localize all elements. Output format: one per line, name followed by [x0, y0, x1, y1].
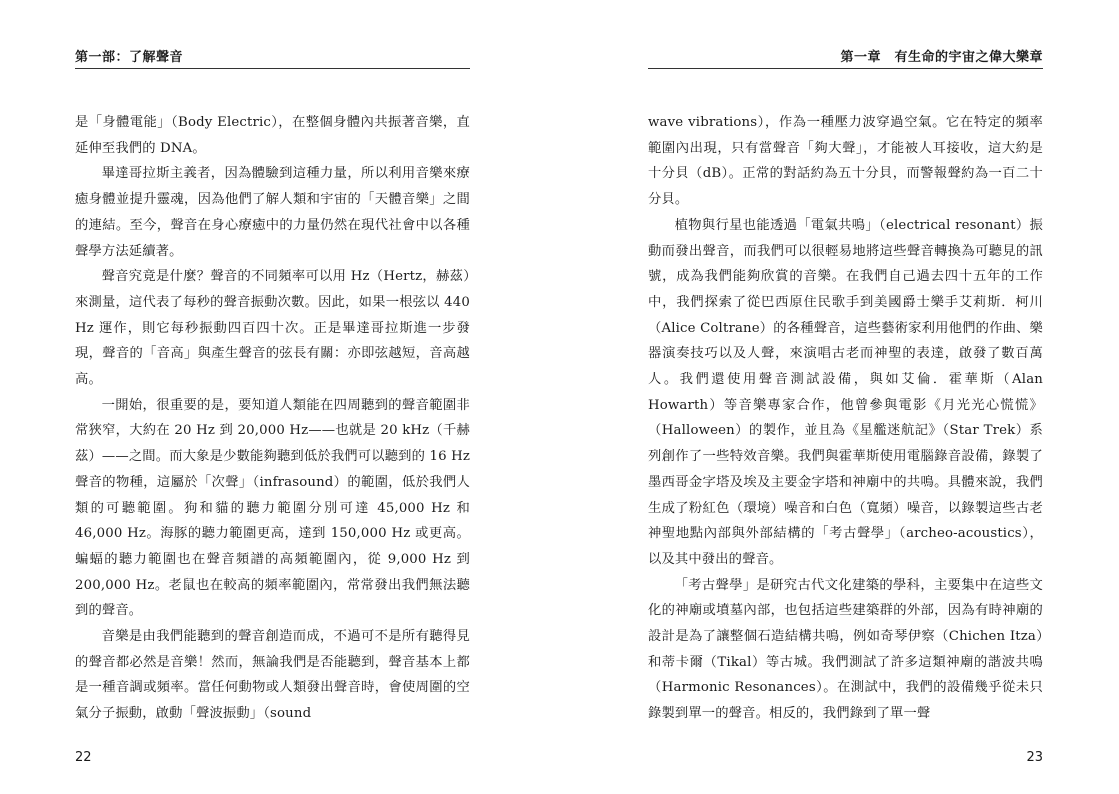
paragraph: 是「身體電能」（Body Electric），在整個身體內共振著音樂，直延伸至我們的 DNA。 — [75, 115, 470, 156]
right-page — [648, 0, 1043, 794]
paragraph: wave vibrations），作為一種壓力波穿過空氣。它在特定的頻率範圍內出現，只有當聲音「夠大聲」，才能被人耳接收，這大約是十分貝（dB）。正常的對話約為五十分貝，而警報聲約為一百二十分貝。 — [648, 115, 1043, 208]
paragraph: 聲音究竟是什麼？聲音的不同頻率可以用 Hz（Hertz，赫茲）來測量，這代表了每秒的聲音振動次數。因此，如果一根弦以 440 Hz 運作，則它每秒振動四百四十次。正是畢達哥拉斯進一步發現，聲音的「音高」與產生聲音的弦長有關：亦即弦越短，音高越高。 — [75, 269, 470, 388]
paragraph: 畢達哥拉斯主義者，因為體驗到這種力量，所以利用音樂來療癒身體並提升靈魂，因為他們了解人類和宇宙的「天體音樂」之間的連結。至今，聲音在身心療癒中的力量仍然在現代社會中以各種聲學方法延續著。 — [75, 166, 470, 259]
paragraph: 音樂是由我們能聽到的聲音創造而成，不過可不是所有聽得見的聲音都必然是音樂！然而，無論我們是否能聽到，聲音基本上都是一種音調或頻率。當任何動物或人類發出聲音時，會使周圍的空氣分子振動，啟動「聲波振動」（sound — [75, 629, 470, 722]
page-number-right: 23 — [1026, 750, 1043, 765]
page-number-left: 22 — [75, 750, 92, 765]
right-page-body — [648, 110, 1043, 727]
paragraph: 植物與行星也能透過「電氣共鳴」（electrical resonant）振動而發出聲音，而我們可以很輕易地將這些聲音轉換為可聽見的訊號，成為我們能夠欣賞的音樂。在我們自己過去四十五年的工作中，我們探索了從巴西原住民歌手到美國爵士樂手艾莉斯．柯川（Alice Coltrane）的各種聲音，這些藝術家利用他們的作曲、樂器演奏技巧以及人聲，來演唱古老而神聖的表達，啟發了數百萬人。我們還使用聲音測試設備，與如艾倫．霍華斯（Alan Howarth）等音樂專家合作，他曾參與電影《月光光心慌慌》（Halloween）的製作，並且為《星艦迷航記》（Star Trek）系列創作了一些特效音樂。我們與霍華斯使用電腦錄音設備，錄製了墨西哥金字塔及埃及主要金字塔和神廟中的共鳴。具體來說，我們生成了粉紅色（環境）噪音和白色（寬頻）噪音，以錄製這些古老神聖地點內部與外部結構的「考古聲學」（archeo-acoustics），以及其中發出的聲音。 — [648, 217, 1043, 567]
running-head-left: 第一部：了解聲音 — [75, 46, 470, 69]
paragraph: 「考古聲學」是研究古代文化建築的學科，主要集中在這些文化的神廟或墳墓內部，也包括這些建築群的外部，因為有時神廟的設計是為了讓整個石造結構共鳴，例如奇琴伊察（Chichen Itza）和蒂卡爾（Tikal）等古城。我們測試了許多這類神廟的諧波共鳴（Harmonic Resonances）。在測試中，我們的設備幾乎從未只錄製到單一的聲音。相反的，我們錄到了單一聲 — [648, 577, 1043, 722]
left-page — [75, 0, 470, 794]
paragraph: 一開始，很重要的是，要知道人類能在四周聽到的聲音範圍非常狹窄，大約在 20 Hz 到 20,000 Hz——也就是 20 kHz（千赫茲）——之間。而大象是少數能夠聽到低於我們可以聽到的 16 Hz 聲音的物種，這屬於「次聲」（infrasound）的範圍，低於我們人類的可聽範圍。狗和貓的聽力範圍分別可達 45,000 Hz 和 46,000 Hz。海豚的聽力範圍更高，達到 150,000 Hz 或更高。蝙蝠的聽力範圍也在聲音頻譜的高頻範圍內，從 9,000 Hz 到 200,000 Hz。老鼠也在較高的頻率範圍內，常常發出我們無法聽到的聲音。 — [75, 397, 470, 619]
left-page-body — [75, 110, 470, 727]
running-head-right: 第一章 有生命的宇宙之偉大樂章 — [648, 46, 1043, 69]
